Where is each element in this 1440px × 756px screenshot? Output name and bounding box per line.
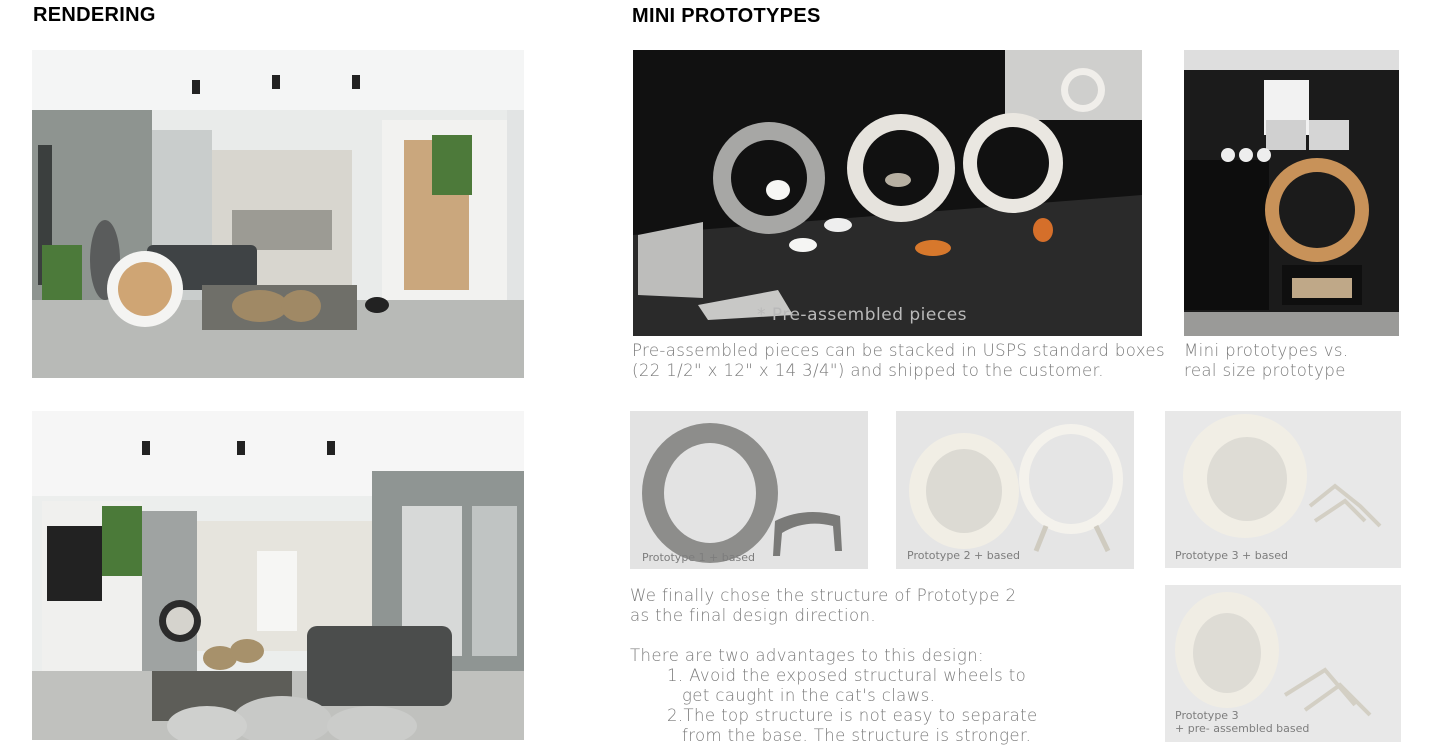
design-direction-text	[630, 586, 1038, 746]
mini-vs-real-caption	[1184, 341, 1349, 381]
advantage-1-line1: 1. Avoid the exposed structural wheels to	[667, 666, 1027, 685]
stacked-boxes-caption-line1: Pre-assembled pieces can be stacked in USPS standard boxes	[632, 341, 1165, 360]
prototype-3b-label-line2: + pre- assembled based	[1175, 722, 1310, 735]
description-line2: as the final design direction.	[630, 606, 877, 625]
mini-vs-real-caption-line2: real size prototype	[1184, 361, 1346, 380]
stacked-boxes-caption	[632, 341, 1165, 381]
description-line1: We finally chose the structure of Prototype 2	[630, 586, 1017, 605]
advantage-2-line2: from the base. The structure is stronger.	[682, 726, 1032, 745]
rendering-living-room-photo	[32, 50, 524, 378]
pre-assembled-pieces-overlay: * Pre-assembled pieces	[757, 305, 968, 325]
prototype-3b-label-line1: Prototype 3	[1175, 709, 1239, 722]
rendering-dining-room-photo	[32, 411, 524, 740]
prototype-3-photo	[1165, 411, 1401, 568]
prototype-2-photo	[896, 411, 1134, 569]
prototype-1-label: Prototype 1 + based	[642, 551, 755, 564]
advantage-2-line1: 2.The top structure is not easy to separate	[667, 706, 1038, 725]
pre-assembled-pieces-photo	[633, 50, 1142, 336]
prototype-2-label: Prototype 2 + based	[907, 549, 1020, 562]
prototype-3b-label	[1175, 709, 1309, 735]
prototype-1-photo	[630, 411, 868, 569]
mini-vs-real-caption-line1: Mini prototypes vs.	[1184, 341, 1349, 360]
prototype-3-pre-assembled-photo	[1165, 585, 1401, 742]
stacked-boxes-caption-line2: (22 1/2" x 12" x 14 3/4") and shipped to the customer.	[632, 361, 1104, 380]
mini-prototypes-heading: MINI PROTOTYPES	[632, 5, 821, 27]
prototype-3-label: Prototype 3 + based	[1175, 549, 1288, 562]
rendering-heading: RENDERING	[33, 4, 156, 26]
description-line3: There are two advantages to this design:	[630, 646, 985, 665]
advantage-1-line2: get caught in the cat's claws.	[682, 686, 936, 705]
mini-vs-real-photo	[1184, 50, 1399, 336]
